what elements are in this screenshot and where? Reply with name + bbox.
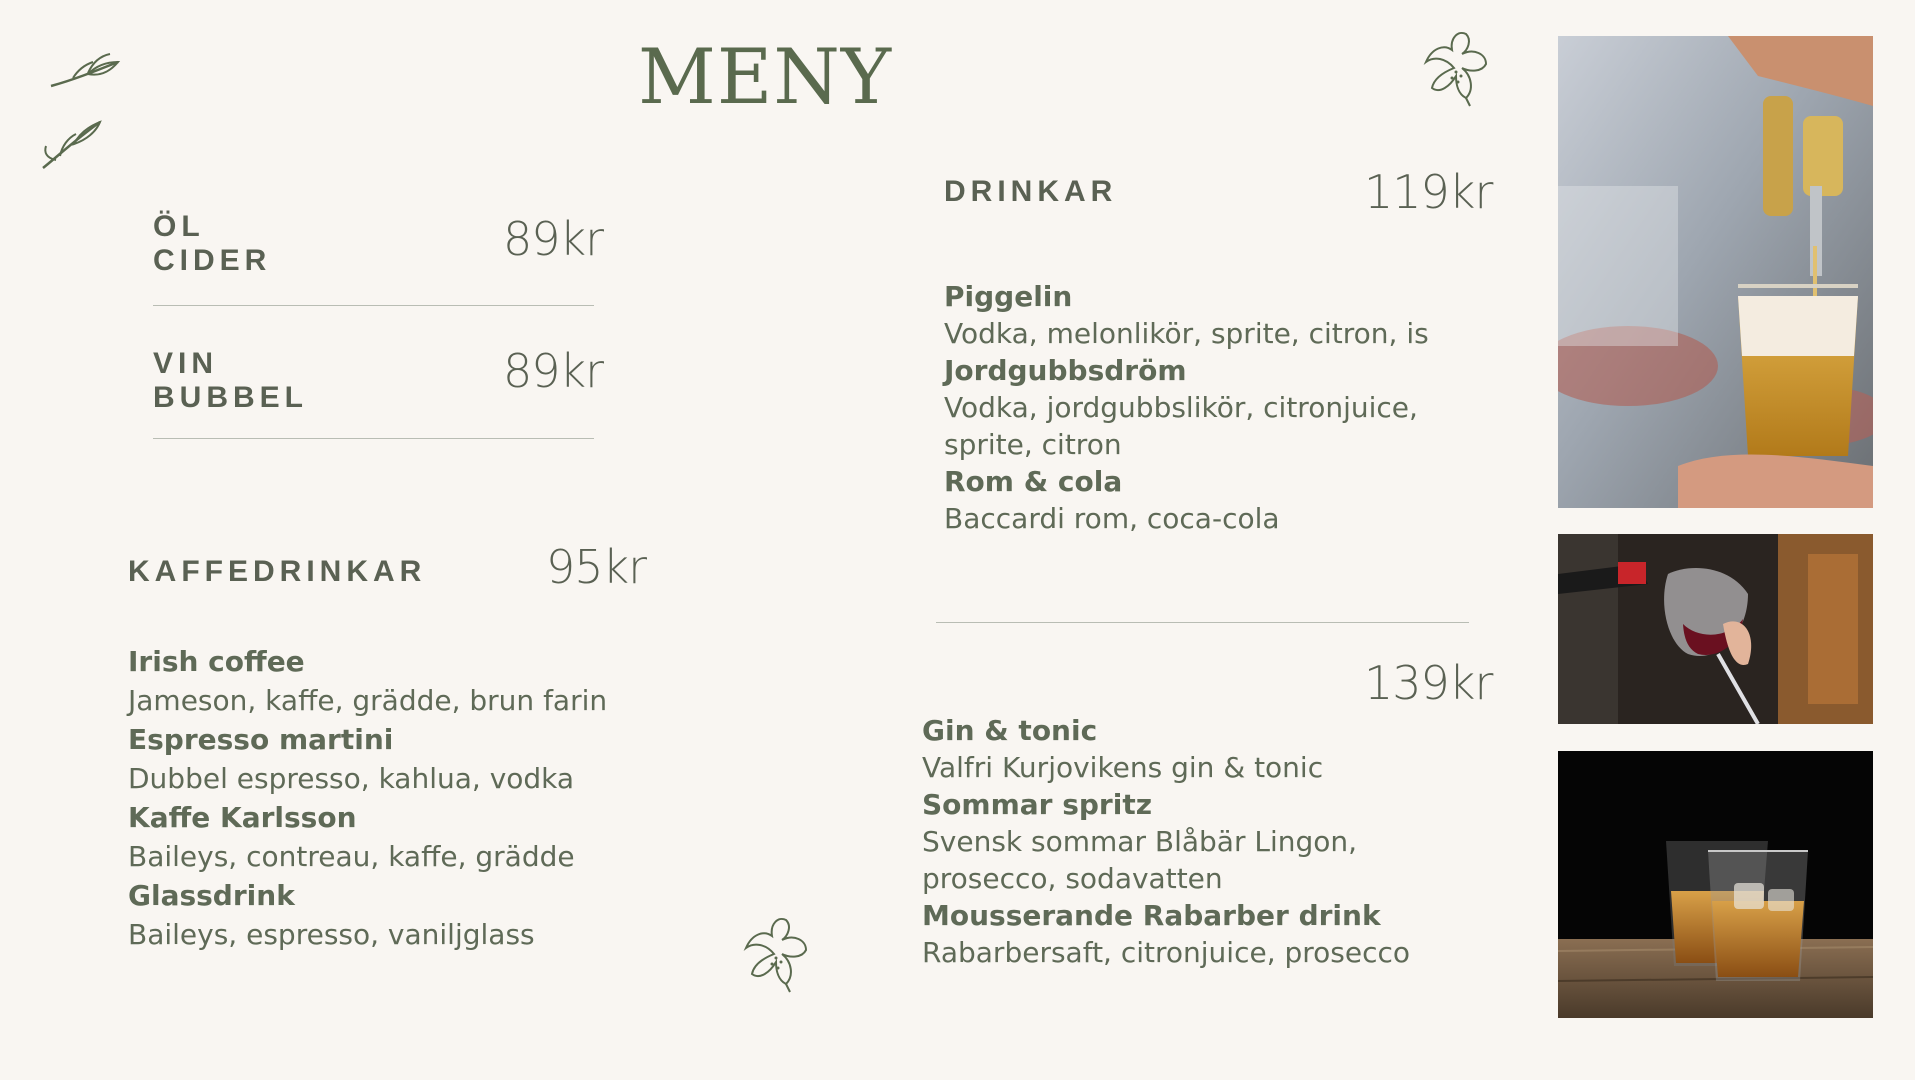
price-ol-cider: 89kr (503, 212, 604, 266)
divider (153, 438, 594, 439)
list-item (922, 786, 1442, 897)
divider (153, 305, 594, 306)
item-name: Rom & cola (944, 465, 1123, 498)
item-name: Piggelin (944, 280, 1073, 313)
drinkar-139-list (922, 712, 1442, 971)
item-name: Mousserande Rabarber drink (922, 899, 1381, 932)
item-name: Kaffe Karlsson (128, 801, 357, 834)
item-desc: Dubbel espresso, kahlua, vodka (128, 762, 575, 795)
item-name: Sommar spritz (922, 788, 1153, 821)
price-drinkar-139: 139kr (1364, 656, 1493, 710)
section-ol-cider-line1: ÖL (153, 210, 205, 243)
item-name: Espresso martini (128, 723, 394, 756)
whiskey-glasses-photo (1558, 751, 1873, 1018)
kaffedrinkar-list (128, 642, 668, 954)
drinkar-list (944, 278, 1434, 537)
section-kaffedrinkar-title: KAFFEDRINKAR (128, 555, 427, 588)
leaf-sprig-icon (40, 118, 105, 172)
item-desc: Jameson, kaffe, grädde, brun farin (128, 684, 608, 717)
price-kaffedrinkar: 95kr (546, 540, 647, 594)
item-name: Irish coffee (128, 645, 305, 678)
list-item (128, 720, 668, 798)
red-wine-pour-photo (1558, 534, 1873, 724)
item-name: Gin & tonic (922, 714, 1098, 747)
item-desc: Vodka, melonlikör, sprite, citron, is (944, 317, 1429, 350)
item-desc: Rabarbersaft, citronjuice, prosecco (922, 936, 1411, 969)
item-desc: Vodka, jordgubbslikör, citronjuice, sprite, citron (944, 391, 1418, 461)
list-item (944, 352, 1434, 463)
section-vin-bubbel-line2: BUBBEL (153, 381, 308, 414)
item-name: Glassdrink (128, 879, 295, 912)
list-item (922, 712, 1442, 786)
item-desc: Baileys, contreau, kaffe, grädde (128, 840, 575, 873)
price-vin-bubbel: 89kr (503, 344, 604, 398)
item-name: Jordgubbsdröm (944, 354, 1187, 387)
beer-tap-photo (1558, 36, 1873, 508)
menu-title: MENY (638, 32, 892, 121)
section-vin-bubbel-line1: VIN (153, 347, 219, 380)
price-drinkar: 119kr (1364, 165, 1493, 219)
section-ol-cider-line2: CIDER (153, 244, 272, 277)
list-item (128, 642, 668, 720)
item-desc: Baileys, espresso, vaniljglass (128, 918, 535, 951)
item-desc: Valfri Kurjovikens gin & tonic (922, 751, 1324, 784)
item-desc: Baccardi rom, coca-cola (944, 502, 1280, 535)
list-item (944, 278, 1434, 352)
section-drinkar-title: DRINKAR (944, 175, 1118, 208)
list-item (128, 798, 668, 876)
item-desc: Svensk sommar Blåbär Lingon, prosecco, sodavatten (922, 825, 1358, 895)
list-item (128, 876, 668, 954)
divider (936, 622, 1469, 623)
flower-doodle-icon (736, 914, 812, 994)
list-item (922, 897, 1442, 971)
list-item (944, 463, 1434, 537)
